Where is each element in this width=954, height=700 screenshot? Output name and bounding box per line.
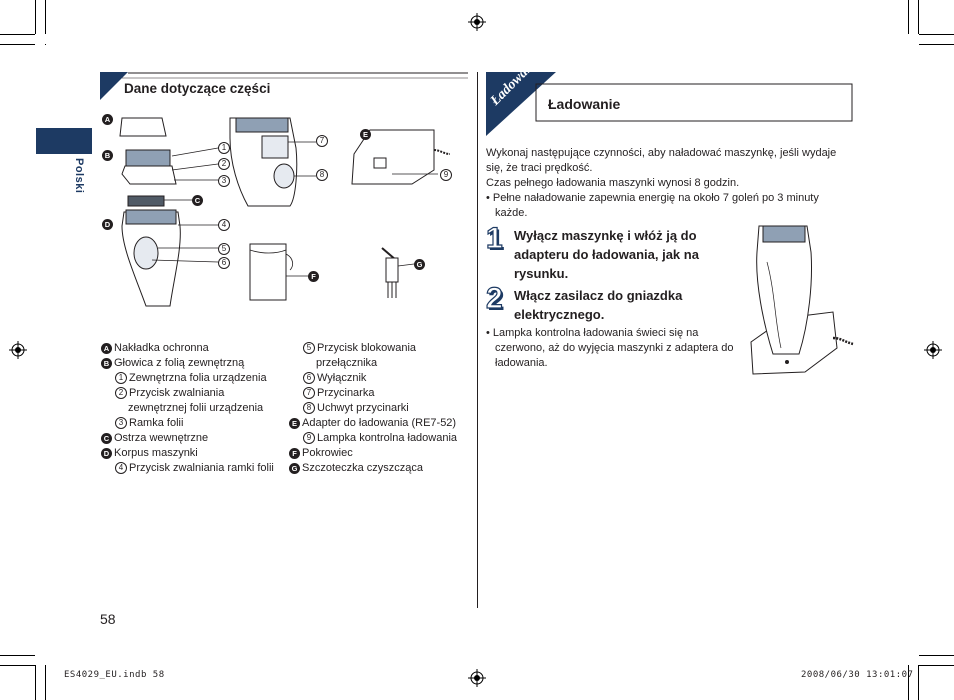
section-title: Dane dotyczące części	[124, 81, 271, 96]
legend-item: B Głowica z folią zewnętrzną	[101, 356, 274, 371]
registration-mark-icon	[468, 13, 486, 31]
parts-illustration	[100, 108, 470, 308]
crop-mark	[919, 34, 954, 35]
callout-letter: G	[414, 259, 425, 270]
callout-letter: E	[360, 129, 371, 140]
legend-item: C Ostrza wewnętrzne	[101, 431, 274, 446]
crop-mark	[0, 655, 35, 656]
callout-letter: A	[102, 114, 113, 125]
callout-number: 9	[440, 169, 452, 181]
footer-timestamp: 2008/06/30 13:01:07	[801, 670, 914, 680]
crop-mark	[35, 665, 36, 700]
legend-column-1	[101, 341, 274, 476]
registration-mark-icon	[924, 341, 942, 359]
legend-item: F Pokrowiec	[289, 446, 457, 461]
crop-mark	[919, 44, 954, 45]
step-1-number: 1	[486, 222, 503, 255]
legend-item: D Korpus maszynki	[101, 446, 274, 461]
crop-mark	[0, 34, 35, 35]
step-2-text: Włącz zasilacz do gniazdka elektrycznego.	[514, 288, 683, 322]
crop-mark	[45, 665, 46, 700]
legend-item: 9 Lampka kontrolna ładowania	[289, 431, 457, 446]
language-tab	[36, 128, 92, 154]
column-divider	[477, 72, 478, 608]
footer-file-info: ES4029_EU.indb 58	[64, 670, 165, 680]
callout-letter: C	[192, 195, 203, 206]
legend-item: 7 Przycinarka	[289, 386, 457, 401]
crop-mark	[0, 665, 35, 666]
legend-item: 6 Wyłącznik	[289, 371, 457, 386]
legend-item: E Adapter do ładowania (RE7-52)	[289, 416, 457, 431]
charging-tab-label: Ładowanie	[488, 52, 544, 109]
callout-number: 7	[316, 135, 328, 147]
step-1-text: Wyłącz maszynkę i włóż ją do adapteru do ładowania, jak na rysunku.	[514, 228, 699, 281]
callout-number: 4	[218, 219, 230, 231]
crop-mark	[0, 44, 35, 45]
callout-number: 1	[218, 142, 230, 154]
legend-item: 4 Przycisk zwalniania ramki folii	[101, 461, 274, 476]
crop-mark	[45, 44, 46, 45]
crop-mark	[919, 665, 954, 666]
legend-item: 5 Przycisk blokowania	[289, 341, 457, 356]
charging-title: Ładowanie	[548, 96, 621, 112]
step-2-number: 2	[486, 282, 503, 315]
registration-mark-icon	[9, 341, 27, 359]
callout-letter: F	[308, 271, 319, 282]
page-number: 58	[100, 611, 116, 627]
crop-mark	[908, 0, 909, 34]
callout-letter: B	[102, 150, 113, 161]
legend-item: 2 Przycisk zwalniania	[101, 386, 274, 401]
shaver-in-adapter-illustration	[745, 222, 855, 382]
legend-item: przełącznika	[316, 357, 378, 369]
intro-text: Wykonaj następujące czynności, aby naładować maszynkę, jeśli wydaje się, że traci prędkość. Czas pełnego ładowania maszynki wynosi 8 godzin. • Pełne naładowanie zapewnia energię na około 7 goleń po 3 minuty każde.	[486, 147, 837, 219]
legend-item: zewnętrznej folii urządzenia	[128, 402, 264, 414]
indicator-note: • Lampka kontrolna ładowania świeci się na czerwono, aż do wyjęcia maszynki z adaptera do ładowania.	[486, 327, 734, 369]
crop-mark	[919, 655, 954, 656]
crop-mark	[45, 0, 46, 34]
legend-item: 3 Ramka folii	[101, 416, 274, 431]
crop-mark	[918, 665, 919, 700]
legend-item: G Szczoteczka czyszcząca	[289, 461, 457, 476]
callout-number: 3	[218, 175, 230, 187]
callout-letter: D	[102, 219, 113, 230]
legend-item: 1 Zewnętrzna folia urządzenia	[101, 371, 274, 386]
charging-header-shape	[486, 72, 858, 142]
callout-number: 8	[316, 169, 328, 181]
language-label: Polski	[73, 158, 85, 194]
crop-mark	[918, 0, 919, 34]
legend-item: 8 Uchwyt przycinarki	[289, 401, 457, 416]
registration-mark-icon	[468, 669, 486, 687]
crop-mark	[35, 0, 36, 34]
callout-number: 2	[218, 158, 230, 170]
legend-column-2	[289, 341, 457, 476]
legend-item: A Nakładka ochronna	[101, 341, 274, 356]
callout-number: 5	[218, 243, 230, 255]
callout-number: 6	[218, 257, 230, 269]
